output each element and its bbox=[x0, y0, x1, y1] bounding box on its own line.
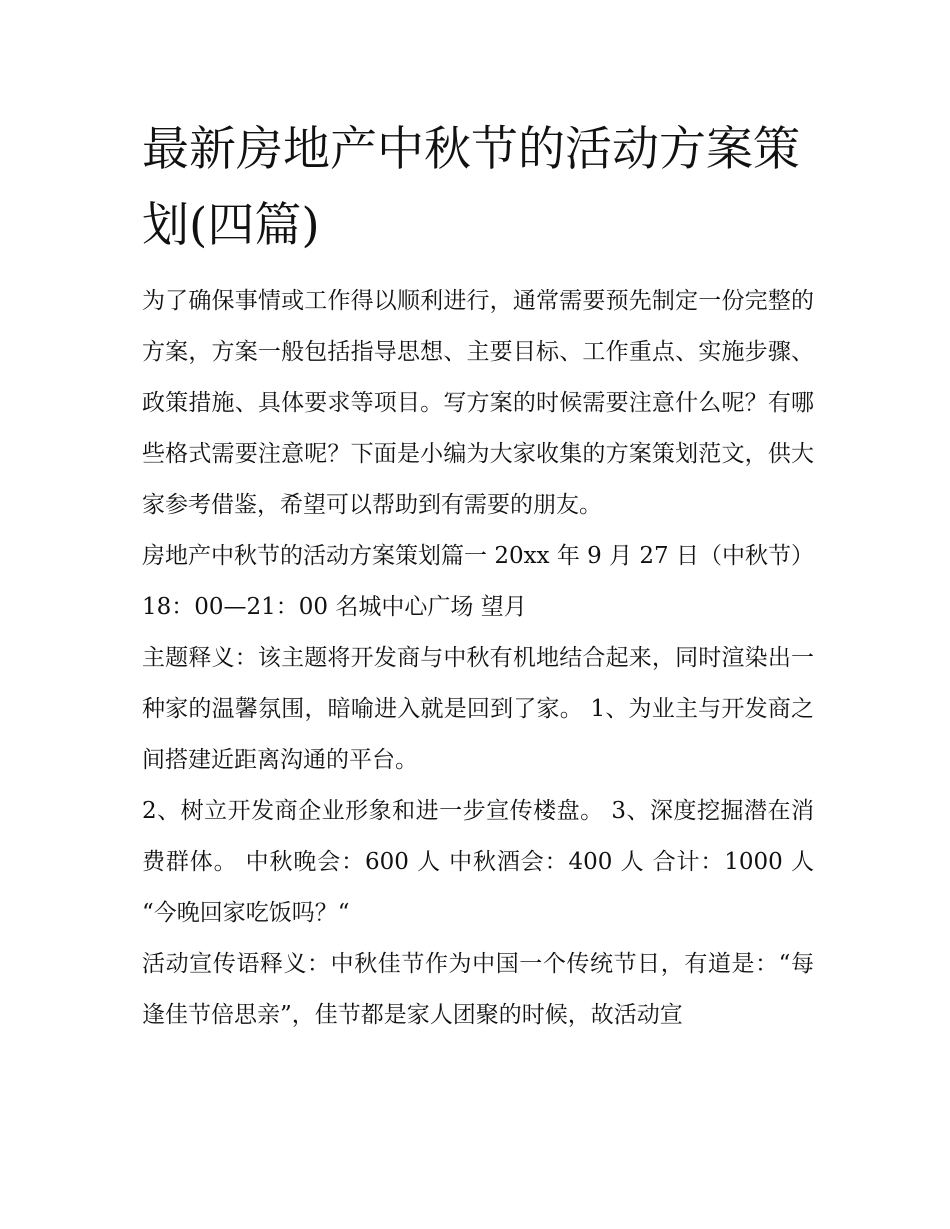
goals-paragraph: 2、树立开发商企业形象和进一步宣传楼盘。 3、深度挖掘潜在消费群体。 中秋晚会：600 人 中秋酒会：400 人 合计：1000 人 “今晚回家吃饭吗？“ bbox=[142, 798, 814, 926]
slogan-paragraph: 活动宣传语释义：中秋佳节作为中国一个传统节日，有道是：“每逢佳节倍思亲”，佳节都是家人团聚的时候，故活动宣 bbox=[142, 951, 814, 1028]
document-title: 最新房地产中秋节的活动方案策划(四篇) bbox=[142, 122, 800, 253]
intro-paragraph: 为了确保事情或工作得以顺利进行，通常需要预先制定一份完整的方案，方案一般包括指导思想、主要目标、工作重点、实施步骤、政策措施、具体要求等项目。写方案的时候需要注意什么呢？有哪些格式需要注意呢？下面是小编为大家收集的方案策划范文，供大家参考借鉴，希望可以帮助到有需要的朋友。 bbox=[142, 288, 814, 518]
document-body bbox=[142, 276, 814, 1041]
theme-paragraph: 主题释义：该主题将开发商与中秋有机地结合起来，同时渲染出一种家的温馨氛围，暗喻进入就是回到了家。 1、为业主与开发商之间搭建近距离沟通的平台。 bbox=[142, 645, 814, 773]
event-info-paragraph: 房地产中秋节的活动方案策划篇一 20xx 年 9 月 27 日（中秋节）18：00—21：00 名城中心广场 望月 bbox=[142, 543, 814, 620]
